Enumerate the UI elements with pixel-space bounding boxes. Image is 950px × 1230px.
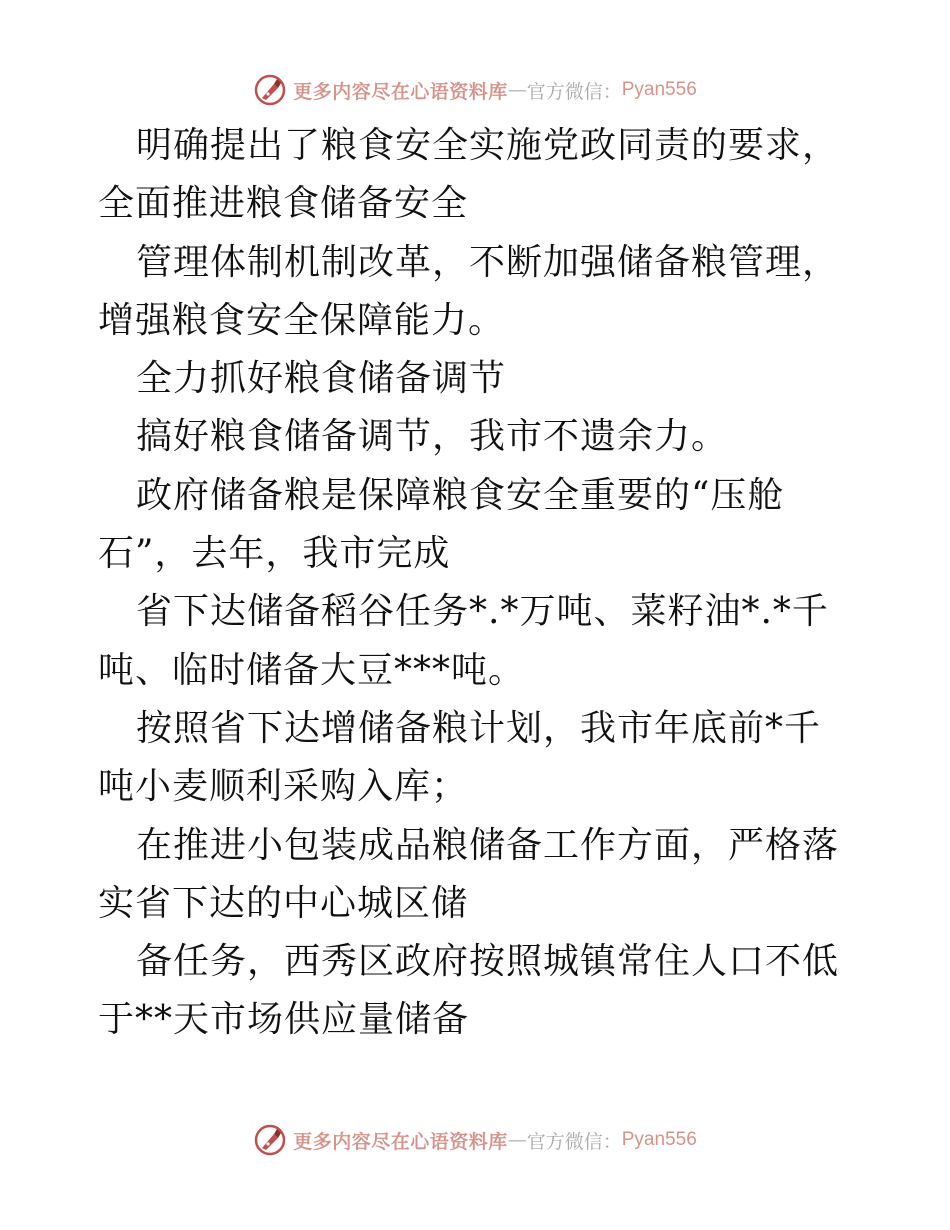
header-wechat-id: Pyan556 — [621, 79, 697, 100]
pen-nib-logo-icon — [253, 1123, 287, 1157]
document-body — [98, 117, 854, 1050]
body-paragraph: 政府储备粮是保障粮食安全重要的“压舱石”，去年，我市完成 — [98, 474, 785, 575]
footer-wechat-id: Pyan556 — [621, 1129, 697, 1150]
footer-dash: — — [507, 1129, 527, 1151]
section-heading: 全力抓好粮食储备调节 — [136, 358, 507, 400]
header-dash: — — [507, 79, 527, 101]
header-brand-text: 更多内容尽在心语资料库 — [293, 80, 508, 103]
body-paragraph: 明确提出了粮食安全实施党政同责的要求，全面推进粮食储备安全 — [98, 125, 840, 225]
body-paragraph: 管理体制机制改革，不断加强储备粮管理，增强粮食安全保障能力。 — [98, 241, 840, 341]
pen-nib-logo-icon — [253, 73, 287, 107]
body-paragraph: 按照省下达增储备粮计划，我市年底前*千吨小麦顺利采购入库； — [98, 707, 822, 808]
footer-watermark-banner — [0, 1120, 950, 1160]
body-paragraph: 在推进小包装成品粮储备工作方面，严格落实省下达的中心城区储 — [98, 824, 840, 924]
body-paragraph: 搞好粮食储备调节，我市不遗余力。 — [136, 416, 729, 458]
footer-wechat-label: 官方微信： — [526, 1130, 622, 1153]
body-paragraph: 备任务，西秀区政府按照城镇常住人口不低于**天市场供应量储备 — [98, 941, 840, 1041]
body-paragraph: 省下达储备稻谷任务*.*万吨、菜籽油*.*千吨、临时储备大豆***吨。 — [98, 591, 829, 691]
header-watermark-banner — [0, 70, 950, 110]
header-wechat-label: 官方微信： — [526, 80, 622, 103]
footer-brand-text: 更多内容尽在心语资料库 — [293, 1130, 508, 1153]
